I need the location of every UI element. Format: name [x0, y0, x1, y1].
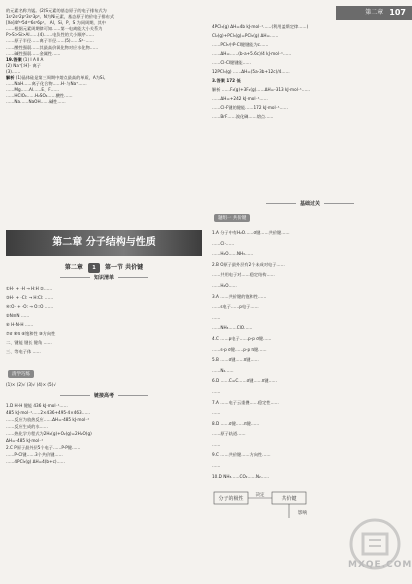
basic-line: ……共用电子对……稳定结构……	[212, 272, 275, 278]
basic-line: 6.D ……C=C……σ键……π键……	[212, 378, 277, 384]
text-line: ……根据元素周期律可知……第一电离能大小关系为	[6, 26, 103, 32]
answer-text: (2) Na⁺[:H]⁻ 离子	[6, 62, 41, 68]
link-line: ……反应为放热反应……ΔH=-485 kJ·mol⁻¹	[6, 417, 90, 422]
basic-line: ……Cl·……	[212, 240, 235, 246]
basic-line: ……	[212, 388, 221, 394]
left-column	[6, 8, 202, 106]
text-line: ……原子半径……离子半径……(5)……S²⁻……	[6, 38, 94, 44]
text-line: [Xe]4f¹⁴5d¹⁰6s²6p¹。 Al，Si，P，S 为同周期，其中	[6, 20, 106, 26]
diagram-label: 共价键	[281, 496, 297, 502]
text-line: ……BrF……溴化碘……熔点……	[212, 114, 274, 119]
link-line: ……P-Cl键……3个共价键……	[6, 452, 63, 457]
page-number: 107	[389, 8, 406, 17]
basic-line: ……	[212, 441, 221, 447]
basic-heading: 基础过关	[212, 200, 408, 207]
watermark-text: MXQE.COM	[348, 560, 412, 570]
link-heading: 链接高考	[6, 392, 202, 399]
topic-pill: 题组一 共价键	[214, 214, 250, 222]
section-badge: 1	[88, 263, 100, 273]
basic-line: ……N₂……	[212, 367, 234, 373]
link-line: 2.C P原子最外层5个电子……P-P键……	[6, 445, 81, 450]
answer-label: 解析	[6, 75, 15, 81]
basic-line: ……	[212, 410, 221, 416]
basic-line: 7.A ……电子云重叠……稳定性……	[212, 399, 279, 405]
diagram-label: 影响	[298, 511, 307, 516]
knowledge-list	[6, 284, 202, 356]
knowledge-line: ⑤N≡N ……	[6, 313, 30, 318]
basic-line: 3.A ……共价键的饱和性……	[212, 293, 267, 299]
section-name: 第一节 共价键	[105, 264, 144, 271]
knowledge-line: ①H· + ·H → H:H ②……	[6, 286, 53, 291]
answer-text: ……Na……NaOH……碱性……	[6, 99, 66, 105]
basic-line: 10.D NH₃……CO₂……N₂……	[212, 473, 270, 479]
link-line: 1.D H-H 键能 436 kJ·mol⁻¹……	[6, 403, 68, 408]
basic-line: ……原子轨道……	[212, 431, 246, 437]
answer-text: (1)晶体硅是第三周期中熔点最高的单质，A为Si。	[15, 75, 108, 81]
knowledge-line: ⑥ H-N-H ……	[6, 322, 34, 327]
text-line: P>S>Si>Al……(4)……电负性的大小顺序……	[6, 32, 95, 38]
answer-text: (3)……	[6, 68, 21, 74]
text-line: Cl₂(g)+PCl₃(g)=PCl₅(g) ΔH=……	[212, 33, 279, 38]
reflect-line: (1)× (2)√ (3)√ (4)× (5)√	[6, 382, 57, 387]
chapter-banner: 第二章 分子结构与性质	[6, 230, 202, 256]
watermark-logo-icon	[335, 514, 410, 580]
answer-line	[6, 99, 202, 105]
basic-line: 5.B ……σ键……π键……	[212, 357, 259, 363]
basic-line: ……NH₃……ClO……	[212, 325, 253, 331]
section-title	[6, 262, 202, 273]
basic-line: ……	[212, 463, 221, 469]
basic-line: 8.D ……σ键……π键……	[212, 420, 260, 426]
basic-line: ……	[212, 314, 221, 320]
text-line: 解析 ……F₂(g)+3F₂(g)……ΔH=-313 kJ·mol⁻¹……	[212, 87, 311, 92]
link-line: ……4PCl₃(g) ΔH=4(b+c)……	[6, 459, 65, 464]
reflect-line-wrap	[6, 382, 202, 388]
text-line: 4PCl₃(g) ΔH=4b kJ·mol⁻¹……(利用盖斯定律……)	[212, 24, 309, 29]
page-header	[336, 6, 412, 20]
answer-text: ……HClO₄……H₂SO₄……酸性……	[6, 93, 73, 99]
text-line: ……PCl₅中P-Cl键键能为c……	[212, 42, 269, 47]
basic-list	[212, 228, 408, 482]
link-line: 485 kJ·mol⁻¹……2×436+495-4×463……	[6, 410, 91, 415]
text-line: ……ΔH=……(b-a+5.6c)/4 kJ·mol⁻¹……	[212, 51, 292, 56]
right-column-top	[212, 22, 408, 121]
knowledge-line: ⑦σ ⑧π ⑨饱和性 ⑩方向性	[6, 331, 56, 336]
basic-line: ……H₂O……NH₃……	[212, 251, 254, 257]
link-line: ……反应生成的水……	[6, 424, 48, 429]
knowledge-line: 二、键能 键长 键角 ……	[6, 340, 52, 345]
text-line: ……ΔH=+242 kJ·mol⁻¹……	[212, 96, 268, 101]
answer-label: 19.答案	[6, 56, 22, 62]
reflect-pill: 清学巧练	[8, 370, 34, 378]
knowledge-line: 三、等电子体 ……	[6, 349, 41, 354]
text-line: 12PCl₃(g) ……ΔH=(5a-3b+12c)/4……	[212, 69, 290, 74]
diagram-label: 分子的极性	[218, 496, 244, 502]
basic-line: ……s-p σ键……p-p π键……	[212, 346, 267, 352]
answer-text: ……Mg……Al……E、F……	[6, 87, 60, 93]
basic-line: ……s电子……p电子……	[212, 304, 259, 310]
knowledge-line: ④:O· + ·O: → O::O ……	[6, 304, 54, 309]
text-line: ……Cl-Cl键键能……	[212, 60, 251, 65]
link-list	[6, 402, 202, 465]
link-line: ΔH=-485 kJ·mol⁻¹	[6, 438, 44, 443]
section-chapter: 第二章	[64, 264, 83, 271]
basic-line: 1.A 分子中有H₂O……σ键……共价键……	[212, 230, 290, 235]
knowledge-heading: 知识清单	[6, 274, 202, 281]
link-line: ……热化学方程式为2H₂(g)+O₂(g)=2H₂O(g)	[6, 431, 92, 436]
text-line: 的元素名称为锰。(2)S元素的基态原子的电子排布式为	[6, 8, 107, 13]
basic-line: 9.C ……共价键……方向性……	[212, 452, 271, 458]
header-chapter: 第二章	[365, 9, 384, 16]
knowledge-line: ③H· + ·Cl: → H:Cl: ……	[6, 295, 54, 300]
answer-text: (1) Ⅰ A Ⅱ A	[23, 56, 44, 62]
answer-line: 3.答案 172 低	[212, 78, 241, 83]
basic-line: 4.C ……p电子……p-p σ键……	[212, 335, 272, 341]
answer-text: ……NaH……离子化合物……H⁻与Na⁺……	[6, 81, 87, 87]
text-line: ……酸性强弱……其最高价氧化物对应水化物……	[6, 44, 99, 50]
text-line: ……碱性强弱……金属性……	[6, 50, 61, 56]
text-line: ……Cl-F键的键能……172 kJ·mol⁻¹……	[212, 105, 288, 110]
text-line: 1s²2s²2p⁶3s²3p⁴。N为Ni元素，基态原子的价电子排布式	[6, 14, 115, 20]
diagram-label: 决定	[255, 493, 265, 498]
basic-line: 2.B O原子最外层有2个未成对电子……	[212, 261, 285, 267]
basic-line: ……H₂O……	[212, 282, 237, 288]
